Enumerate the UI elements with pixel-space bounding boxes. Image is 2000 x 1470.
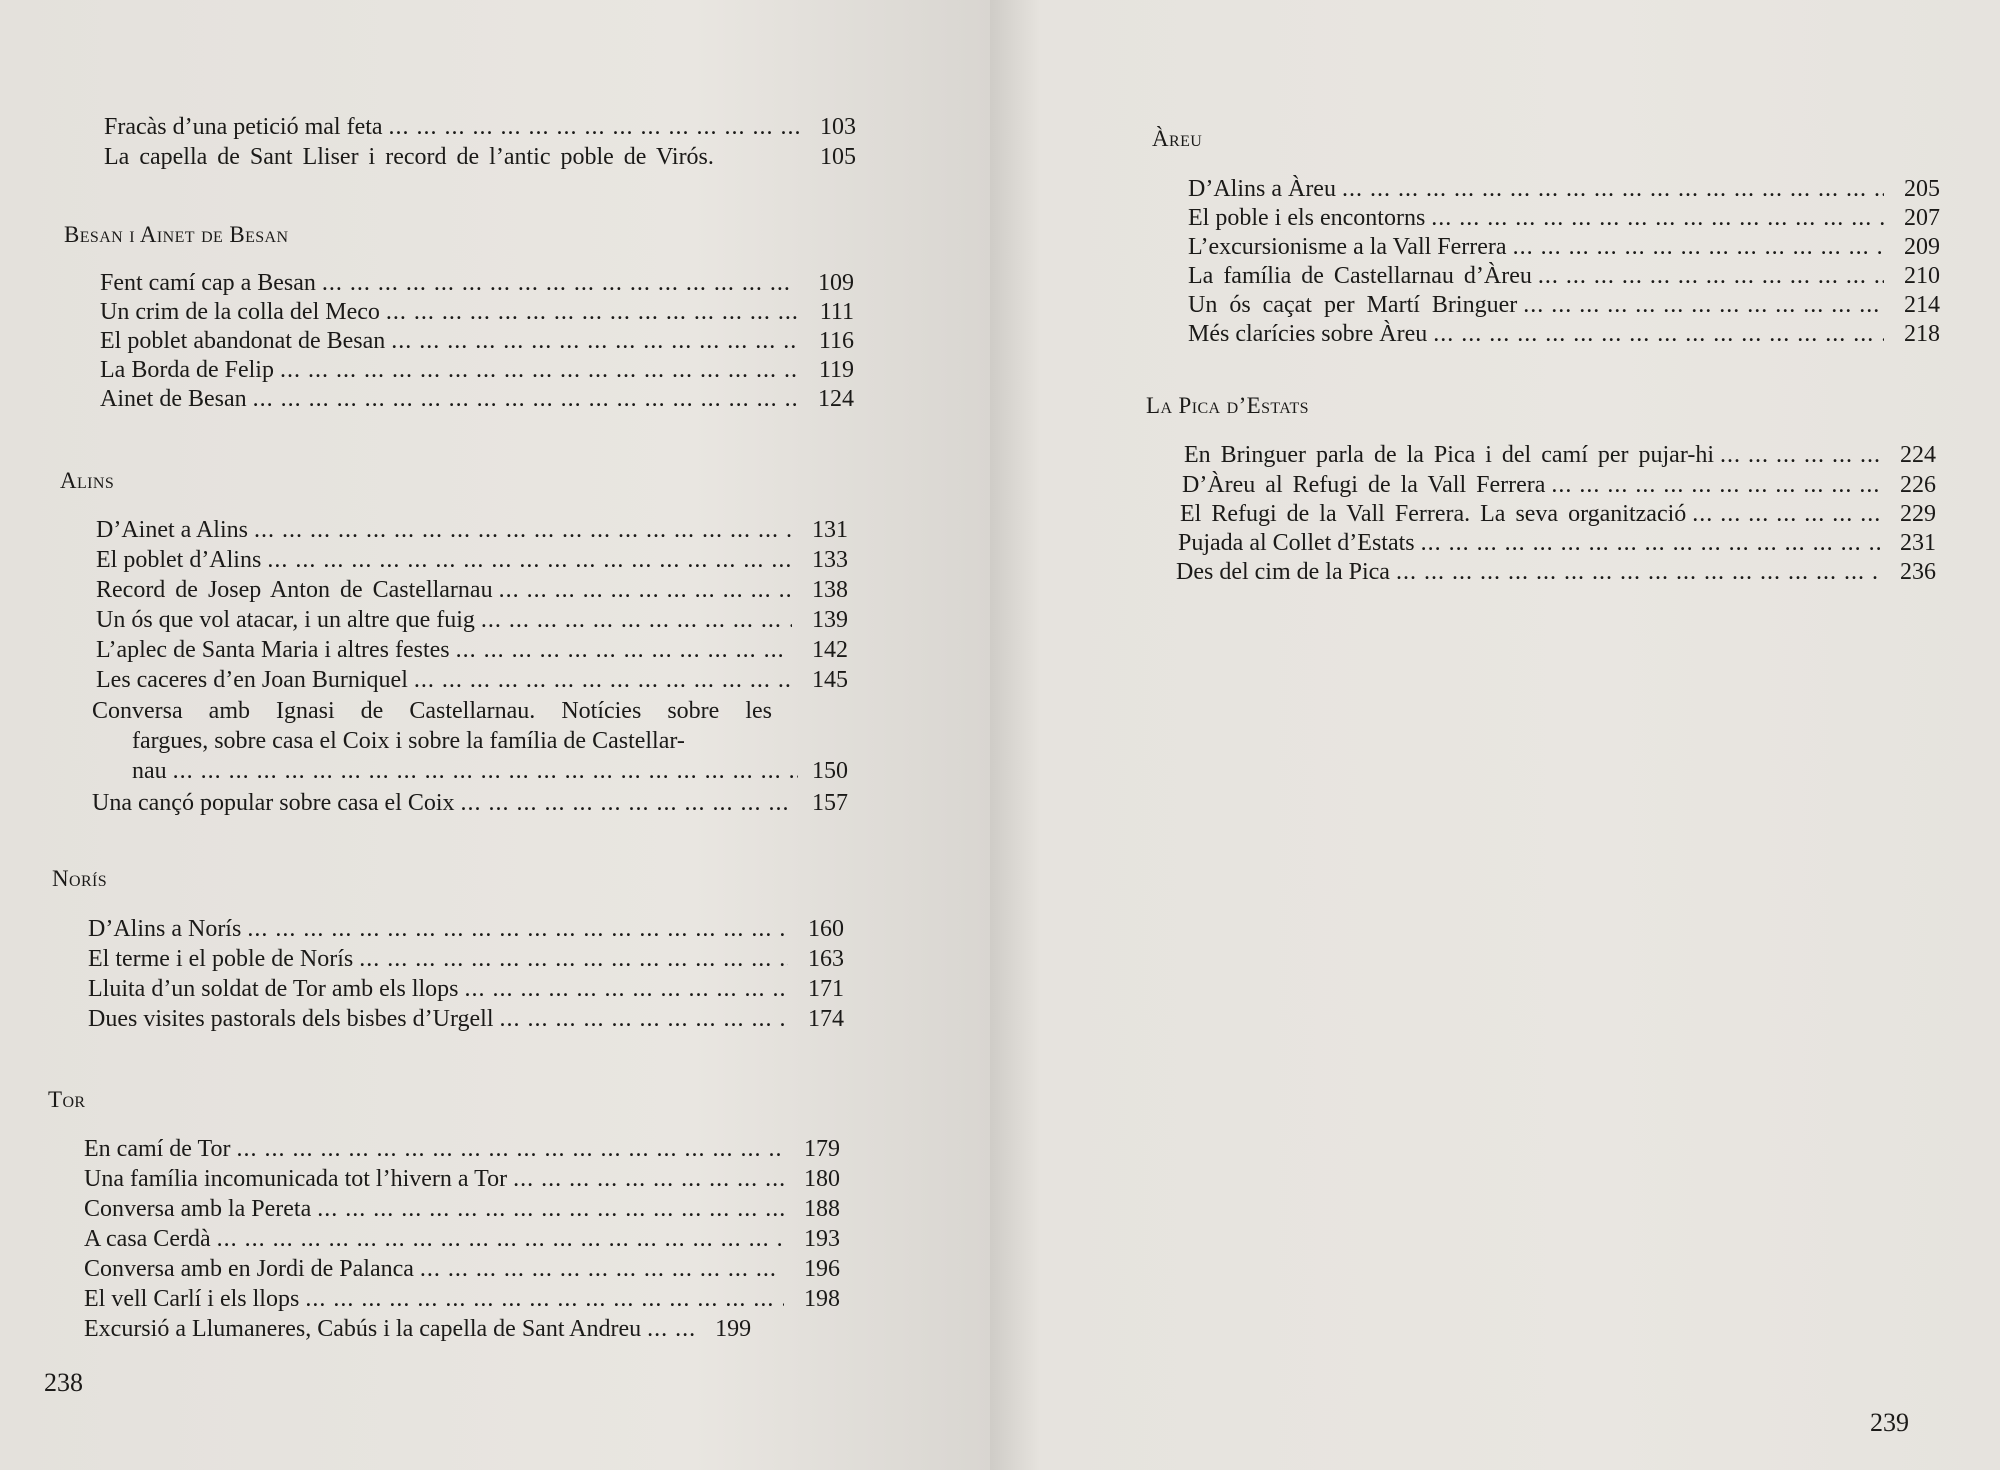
toc-entry-title: Fent camí cap a Besan [100, 270, 316, 296]
toc-entry-title: En Bringuer parla de la Pica i del camí per pujar-hi [1184, 442, 1714, 468]
toc-entry [1188, 290, 1940, 320]
toc-entry-page: 198 [804, 1286, 840, 1312]
toc-entry [84, 1194, 840, 1224]
toc-entry-title: El poblet abandonat de Besan [100, 328, 386, 354]
dot-leader [1433, 319, 1884, 349]
toc-entry [96, 635, 848, 665]
toc-entry [92, 788, 848, 818]
toc-entry-page: 171 [808, 976, 844, 1002]
toc-entry [88, 1004, 844, 1034]
toc-entry-title: Conversa amb en Jordi de Palanca [84, 1256, 414, 1282]
toc-entry-page: 163 [808, 946, 844, 972]
toc-entry-page: 214 [1904, 292, 1940, 318]
toc-entry-title: Una família incomunicada tot l’hivern a Tor [84, 1166, 508, 1192]
toc-entry-page: 142 [812, 637, 848, 663]
toc-entry-page: 105 [820, 144, 856, 170]
toc-entry-page: 157 [812, 790, 848, 816]
toc-entry-title: L’excursionisme a la Vall Ferrera [1188, 234, 1507, 260]
toc-entry-page: 109 [818, 270, 854, 296]
dot-leader [513, 1164, 784, 1194]
toc-entry [84, 1224, 840, 1254]
dot-leader [322, 268, 798, 298]
toc-entry [1188, 174, 1940, 204]
toc-entry-page: 150 [812, 758, 848, 784]
toc-entry-title: D’Àreu al Refugi de la Vall Ferrera [1182, 472, 1546, 498]
toc-entry-title: Record de Josep Anton de Castellarnau [96, 577, 493, 603]
toc-entry-title: A casa Cerdà [84, 1226, 211, 1252]
section-heading: Alins [60, 468, 115, 493]
toc-entry-page: 205 [1904, 176, 1940, 202]
toc-entry-title: Més clarícies sobre Àreu [1188, 321, 1428, 347]
section-heading: Tor [48, 1087, 86, 1112]
toc-entry-page: 131 [812, 517, 848, 543]
toc-entry [88, 914, 844, 944]
toc-entry-page: 124 [818, 386, 854, 412]
toc-entry [88, 944, 844, 974]
left-page [0, 0, 990, 1470]
toc-entry-title: El terme i el poble de Norís [88, 946, 354, 972]
toc-entry [84, 1314, 840, 1344]
toc-entry [1188, 203, 1940, 233]
toc-entry-page: 174 [808, 1006, 844, 1032]
toc-entry-page: 236 [1900, 559, 1936, 585]
toc-entry-title-line3 [92, 756, 848, 786]
toc-entry [1188, 319, 1940, 349]
page-number: 238 [44, 1368, 83, 1397]
dot-leader [254, 515, 792, 545]
dot-leader [499, 575, 792, 605]
section-heading: Norís [52, 866, 108, 891]
toc-entry [100, 268, 854, 298]
toc-entry [1188, 232, 1940, 262]
toc-entry-page: 224 [1900, 442, 1936, 468]
toc-entry [100, 384, 854, 414]
section-heading: Àreu [1152, 126, 1203, 151]
toc-entry-title: La capella de Sant Lliser i record de l’antic poble de Virós. [104, 144, 714, 170]
dot-leader [500, 1004, 788, 1034]
toc-entry-page: 103 [820, 114, 856, 140]
toc-entry-title: D’Alins a Norís [88, 916, 242, 942]
toc-entry-title: El vell Carlí i els llops [84, 1286, 300, 1312]
toc-entry-title: Dues visites pastorals dels bisbes d’Urgell [88, 1006, 494, 1032]
dot-leader [1421, 528, 1880, 558]
toc-entry-title: Fracàs d’una petició mal feta [104, 114, 383, 140]
toc-entry [84, 1164, 840, 1194]
dot-leader [1431, 203, 1884, 233]
dot-leader [237, 1134, 785, 1164]
toc-entry [104, 142, 856, 172]
toc-entry-title: El Refugi de la Vall Ferrera. La seva organització [1180, 501, 1687, 527]
toc-entry [96, 515, 848, 545]
toc-entry-title: La família de Castellarnau d’Àreu [1188, 263, 1532, 289]
toc-entry-page: 193 [804, 1226, 840, 1252]
section-heading: Besan i Ainet de Besan [64, 222, 289, 247]
toc-entry-page: 207 [1904, 205, 1940, 231]
toc-entry-page: 210 [1904, 263, 1940, 289]
toc-entry-title: D’Ainet a Alins [96, 517, 248, 543]
toc-entry-multiline [92, 696, 848, 786]
toc-entry-page: 111 [819, 299, 854, 325]
toc-entry-title: El poble i els encontorns [1188, 205, 1426, 231]
toc-entry [96, 605, 848, 635]
toc-entry-page: 231 [1900, 530, 1936, 556]
dot-leader [386, 297, 798, 327]
toc-entry-page: 199 [715, 1316, 752, 1342]
toc-entry [96, 575, 848, 605]
toc-entry [96, 545, 848, 575]
toc-entry [1176, 557, 1936, 587]
toc-entry-page: 218 [1904, 321, 1940, 347]
toc-entry-title: El poblet d’Alins [96, 547, 262, 573]
toc-entry [1182, 470, 1936, 500]
toc-entry-title: Ainet de Besan [100, 386, 247, 412]
dot-leader [1538, 261, 1884, 291]
toc-entry-title: Conversa amb la Pereta [84, 1196, 312, 1222]
toc-entry [100, 355, 854, 385]
dot-leader [391, 326, 798, 356]
dot-leader [389, 112, 800, 142]
toc-entry [1188, 261, 1940, 291]
toc-entry-page: 229 [1900, 501, 1936, 527]
toc-entry-title: D’Alins a Àreu [1188, 176, 1336, 202]
toc-entry-page: 145 [812, 667, 848, 693]
toc-entry [104, 112, 856, 142]
dot-leader [247, 914, 788, 944]
toc-entry-page: 196 [804, 1256, 840, 1282]
dot-leader [280, 355, 798, 385]
toc-entry-title: La Borda de Felip [100, 357, 274, 383]
toc-entry-title-line1: Conversa amb Ignasi de Castellarnau. Notícies sobre les [92, 698, 772, 724]
toc-entry [1184, 440, 1936, 470]
toc-entry-title-line2: fargues, sobre casa el Coix i sobre la família de Castellar- [132, 728, 685, 754]
dot-leader [1551, 470, 1880, 500]
dot-leader [305, 1284, 784, 1314]
toc-entry-page: 226 [1900, 472, 1936, 498]
toc-entry-title: Lluita d’un soldat de Tor amb els llops [88, 976, 459, 1002]
toc-entry-title: Des del cim de la Pica [1176, 559, 1390, 585]
toc-entry-page: 180 [804, 1166, 840, 1192]
toc-entry [96, 665, 848, 695]
toc-entry-page: 116 [818, 328, 854, 354]
dot-leader [481, 605, 792, 635]
toc-entry-title: Excursió a Llumaneres, Cabús i la capella de Sant Andreu [84, 1316, 642, 1342]
toc-entry [84, 1254, 840, 1284]
dot-leader [1523, 290, 1884, 320]
dot-leader [217, 1224, 784, 1254]
dot-leader [420, 1254, 784, 1284]
toc-entry-page: 139 [812, 607, 848, 633]
dot-leader [647, 1314, 695, 1344]
dot-leader [461, 788, 792, 818]
right-page [990, 0, 2000, 1470]
dot-leader [1692, 499, 1880, 529]
toc-entry [1178, 528, 1936, 558]
toc-entry-page: 179 [804, 1136, 840, 1162]
dot-leader [359, 944, 788, 974]
toc-entry-page: 119 [818, 357, 854, 383]
page-number: 239 [1870, 1408, 1909, 1437]
dot-leader [414, 665, 792, 695]
toc-entry [100, 326, 854, 356]
toc-entry [100, 297, 854, 327]
toc-entry-page: 160 [808, 916, 844, 942]
toc-entry-page: 138 [812, 577, 848, 603]
dot-leader [173, 756, 798, 786]
toc-entry [84, 1284, 840, 1314]
toc-entry [1180, 499, 1936, 529]
toc-entry-title: En camí de Tor [84, 1136, 231, 1162]
toc-entry-title: Un crim de la colla del Meco [100, 299, 380, 325]
toc-entry-title: Pujada al Collet d’Estats [1178, 530, 1415, 556]
toc-entry-title: L’aplec de Santa Maria i altres festes [96, 637, 450, 663]
toc-entry-title: Una cançó popular sobre casa el Coix [92, 790, 455, 816]
toc-entry-page: 133 [812, 547, 848, 573]
toc-entry-title: Un ós caçat per Martí Bringuer [1188, 292, 1518, 318]
dot-leader [1396, 557, 1880, 587]
toc-entry-page: 209 [1904, 234, 1940, 260]
toc-entry [88, 974, 844, 1004]
dot-leader [1342, 174, 1884, 204]
dot-leader [465, 974, 789, 1004]
toc-entry-title-line3-text: nau [132, 758, 167, 784]
dot-leader [253, 384, 798, 414]
dot-leader [1513, 232, 1884, 262]
toc-entry-title: Un ós que vol atacar, i un altre que fuig [96, 607, 475, 633]
section-heading: La Pica d’Estats [1146, 393, 1309, 418]
dot-leader [456, 635, 792, 665]
dot-leader [1720, 440, 1880, 470]
toc-entry-title: Les caceres d’en Joan Burniquel [96, 667, 408, 693]
dot-leader [267, 545, 792, 575]
toc-entry-page: 188 [804, 1196, 840, 1222]
dot-leader [317, 1194, 784, 1224]
toc-entry [84, 1134, 840, 1164]
